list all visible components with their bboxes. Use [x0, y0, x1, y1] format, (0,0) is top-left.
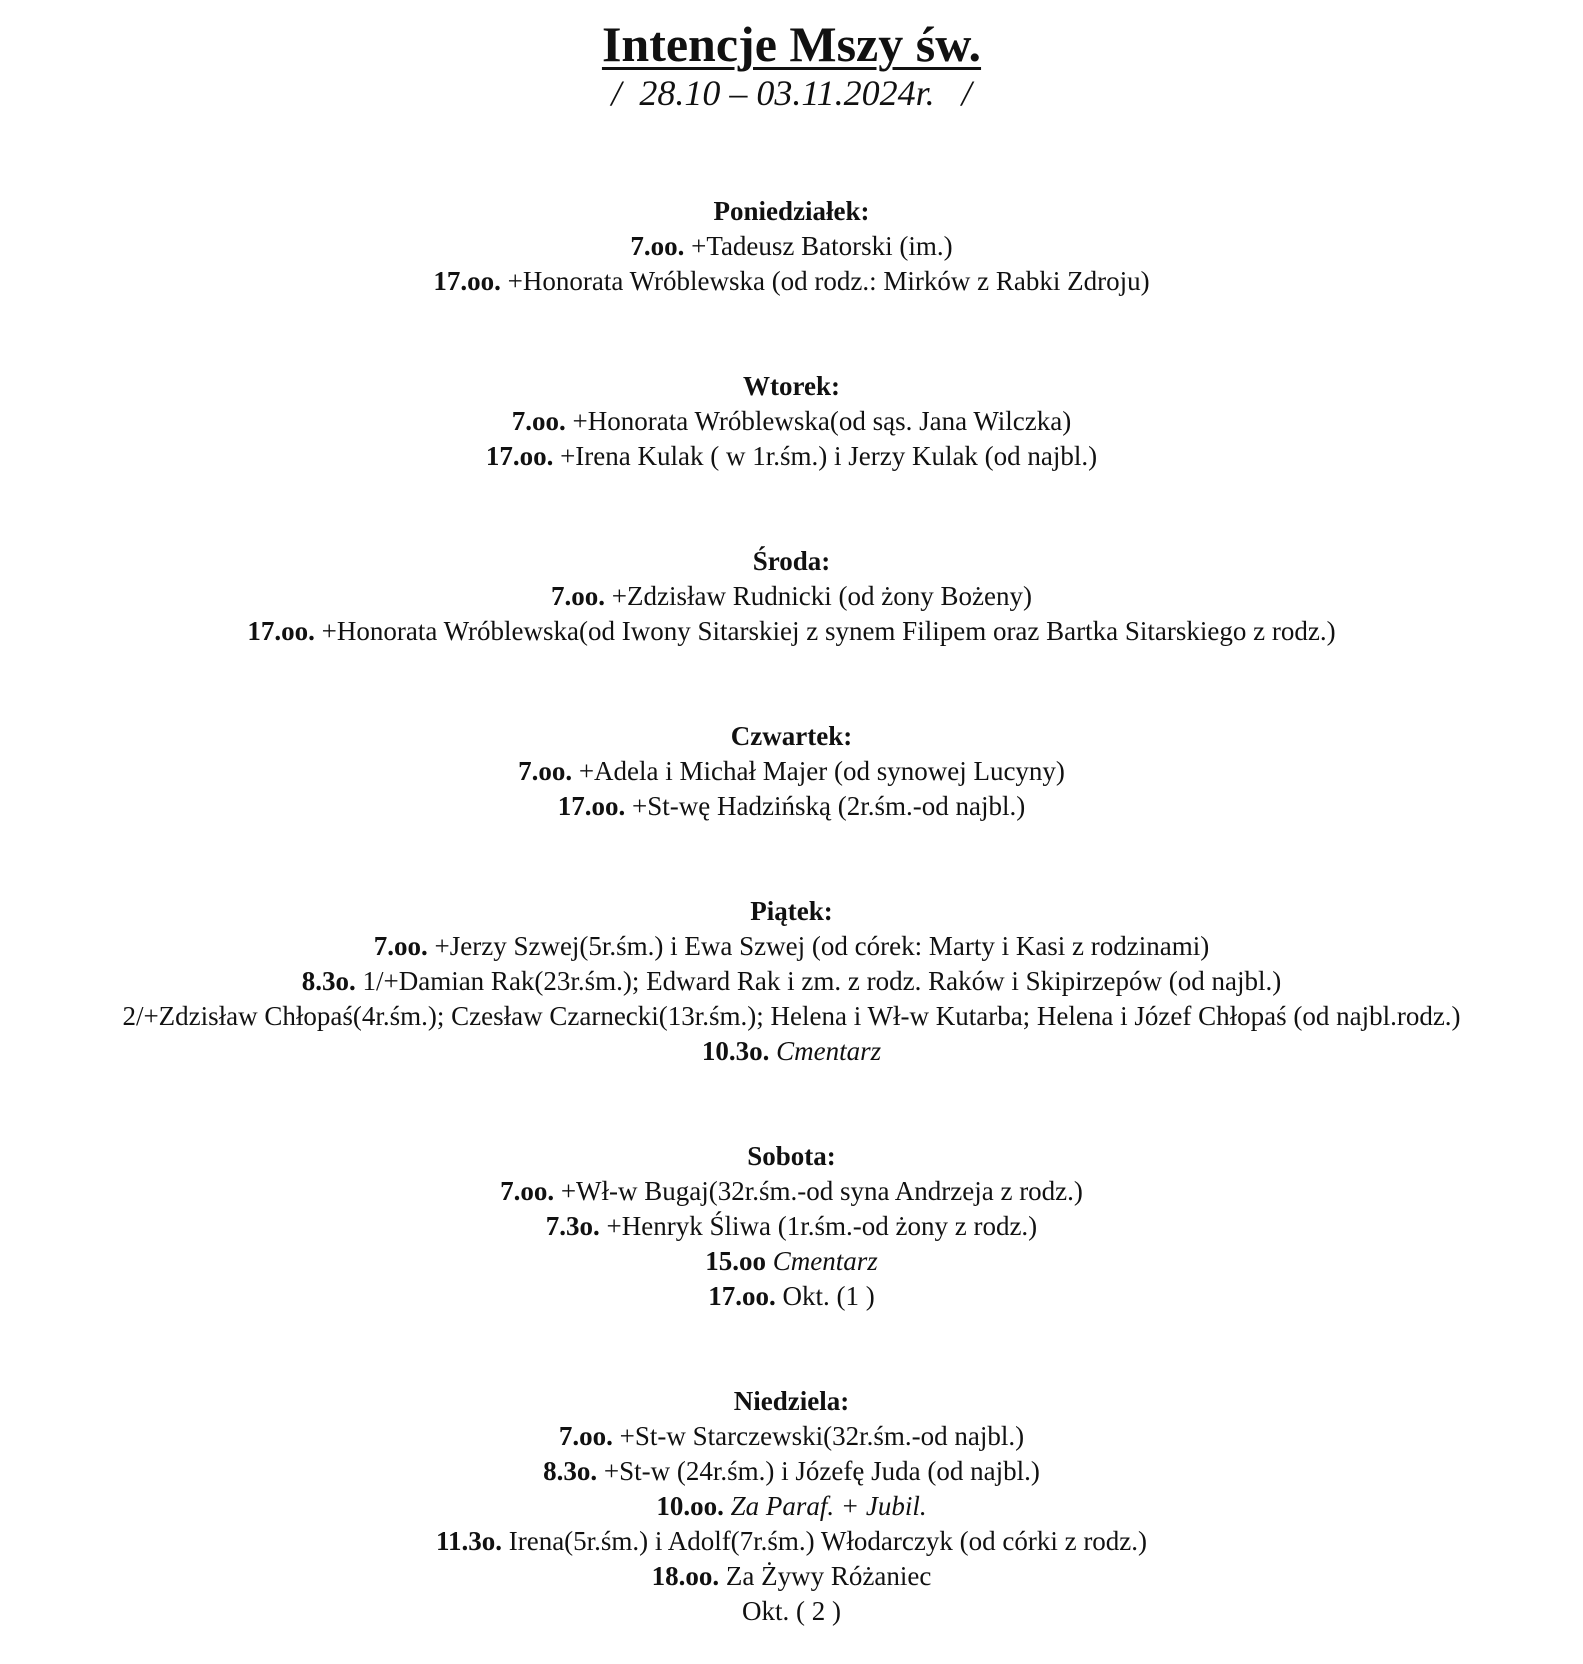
mass-time: 7.oo.	[558, 1421, 613, 1451]
day-section-sunday	[0, 1384, 1583, 1629]
mass-entry	[0, 1489, 1583, 1524]
day-section-thursday	[0, 719, 1583, 824]
page-title-text: Intencje Mszy św.	[601, 16, 982, 72]
mass-intention: +Irena Kulak ( w 1r.śm.) i Jerzy Kulak (od najbl.)	[553, 441, 1098, 471]
mass-time: 17.oo.	[485, 441, 554, 471]
mass-time: 15.oo	[705, 1246, 766, 1276]
mass-intention: +Zdzisław Rudnicki (od żony Bożeny)	[605, 581, 1032, 611]
mass-entry	[0, 614, 1583, 649]
day-section-friday	[0, 894, 1583, 1069]
day-name: Środa:	[752, 546, 831, 576]
mass-time: 7.oo.	[518, 756, 573, 786]
day-name: Piątek:	[750, 896, 833, 926]
date-range: / 28.10 – 03.11.2024r. /	[611, 73, 972, 113]
mass-entry	[0, 1594, 1583, 1629]
mass-time: 11.3o.	[435, 1526, 502, 1556]
day-name: Wtorek:	[743, 371, 840, 401]
mass-entry	[0, 264, 1583, 299]
mass-entry	[0, 1174, 1583, 1209]
mass-time: 17.oo.	[433, 266, 501, 296]
mass-intention: +Honorata Wróblewska(od sąs. Jana Wilczka)	[565, 406, 1072, 436]
mass-intention: +St-w (24r.śm.) i Józefę Juda (od najbl.)	[597, 1456, 1040, 1486]
page-title	[0, 14, 1583, 74]
mass-entry	[0, 1244, 1583, 1279]
mass-time: 17.oo.	[557, 791, 626, 821]
day-section-monday	[0, 194, 1583, 299]
day-name: Sobota:	[747, 1141, 836, 1171]
mass-entry	[0, 964, 1583, 999]
mass-entry	[0, 1419, 1583, 1454]
mass-time: 7.oo.	[630, 231, 685, 261]
mass-intention: +Jerzy Szwej(5r.śm.) i Ewa Szwej (od córek: Marty i Kasi z rodzinami)	[427, 931, 1210, 961]
mass-intention: Okt. ( 2 )	[742, 1596, 841, 1626]
mass-time: 7.oo.	[551, 581, 606, 611]
day-name: Niedziela:	[733, 1386, 850, 1416]
mass-intention: +Wł-w Bugaj(32r.śm.-od syna Andrzeja z rodz.)	[554, 1176, 1083, 1206]
day-section-saturday	[0, 1139, 1583, 1314]
mass-intention: Okt. (1 )	[775, 1281, 875, 1311]
mass-entry	[0, 1454, 1583, 1489]
day-name: Czwartek:	[730, 721, 853, 751]
mass-intention: +Honorata Wróblewska(od Iwony Sitarskiej z synem Filipem oraz Bartka Sitarskiego z rodz.)	[314, 616, 1336, 646]
mass-time: 18.oo.	[651, 1561, 720, 1591]
day-section-wednesday	[0, 544, 1583, 649]
mass-entry	[0, 929, 1583, 964]
mass-time: 10.3o.	[701, 1036, 770, 1066]
mass-time: 17.oo.	[247, 616, 315, 646]
mass-intention: Za Żywy Różaniec	[719, 1561, 932, 1591]
mass-intention: Cmentarz	[765, 1246, 878, 1276]
mass-intention: +St-w Starczewski(32r.śm.-od najbl.)	[612, 1421, 1025, 1451]
mass-time: 10.oo.	[656, 1491, 724, 1521]
mass-intention: +Henryk Śliwa (1r.śm.-od żony z rodz.)	[599, 1211, 1038, 1241]
mass-time: 17.oo.	[708, 1281, 776, 1311]
mass-intention: Za Paraf. + Jubil.	[723, 1491, 927, 1521]
mass-entry	[0, 1559, 1583, 1594]
mass-intention: Irena(5r.śm.) i Adolf(7r.śm.) Włodarczyk (od córki z rodz.)	[501, 1526, 1148, 1556]
mass-entry	[0, 999, 1583, 1034]
mass-intention: 1/+Damian Rak(23r.śm.); Edward Rak i zm. z rodz. Raków i Skipirzepów (od najbl.)	[355, 966, 1282, 996]
mass-intention: 2/+Zdzisław Chłopaś(4r.śm.); Czesław Czarnecki(13r.śm.); Helena i Wł-w Kutarba; Helena i Józef Chłopaś (od najbl.rodz.)	[122, 1001, 1461, 1031]
mass-intention: +St-wę Hadzińską (2r.śm.-od najbl.)	[625, 791, 1026, 821]
mass-entry	[0, 1279, 1583, 1314]
mass-entry	[0, 789, 1583, 824]
mass-entry	[0, 754, 1583, 789]
mass-entry	[0, 439, 1583, 474]
mass-time: 7.oo.	[373, 931, 428, 961]
mass-intention: +Honorata Wróblewska (od rodz.: Mirków z Rabki Zdroju)	[500, 266, 1150, 296]
mass-intention: Cmentarz	[769, 1036, 882, 1066]
mass-time: 8.3o.	[301, 966, 356, 996]
day-section-tuesday	[0, 369, 1583, 474]
mass-entry	[0, 229, 1583, 264]
day-name: Poniedziałek:	[713, 196, 870, 226]
mass-time: 7.oo.	[500, 1176, 555, 1206]
mass-entry	[0, 1524, 1583, 1559]
mass-intention: +Adela i Michał Majer (od synowej Lucyny)	[572, 756, 1065, 786]
mass-time: 7.oo.	[511, 406, 566, 436]
mass-time: 8.3o.	[543, 1456, 598, 1486]
mass-entry	[0, 404, 1583, 439]
mass-entry	[0, 579, 1583, 614]
mass-intention: +Tadeusz Batorski (im.)	[684, 231, 953, 261]
mass-time: 7.3o.	[545, 1211, 600, 1241]
mass-entry	[0, 1034, 1583, 1069]
mass-entry	[0, 1209, 1583, 1244]
